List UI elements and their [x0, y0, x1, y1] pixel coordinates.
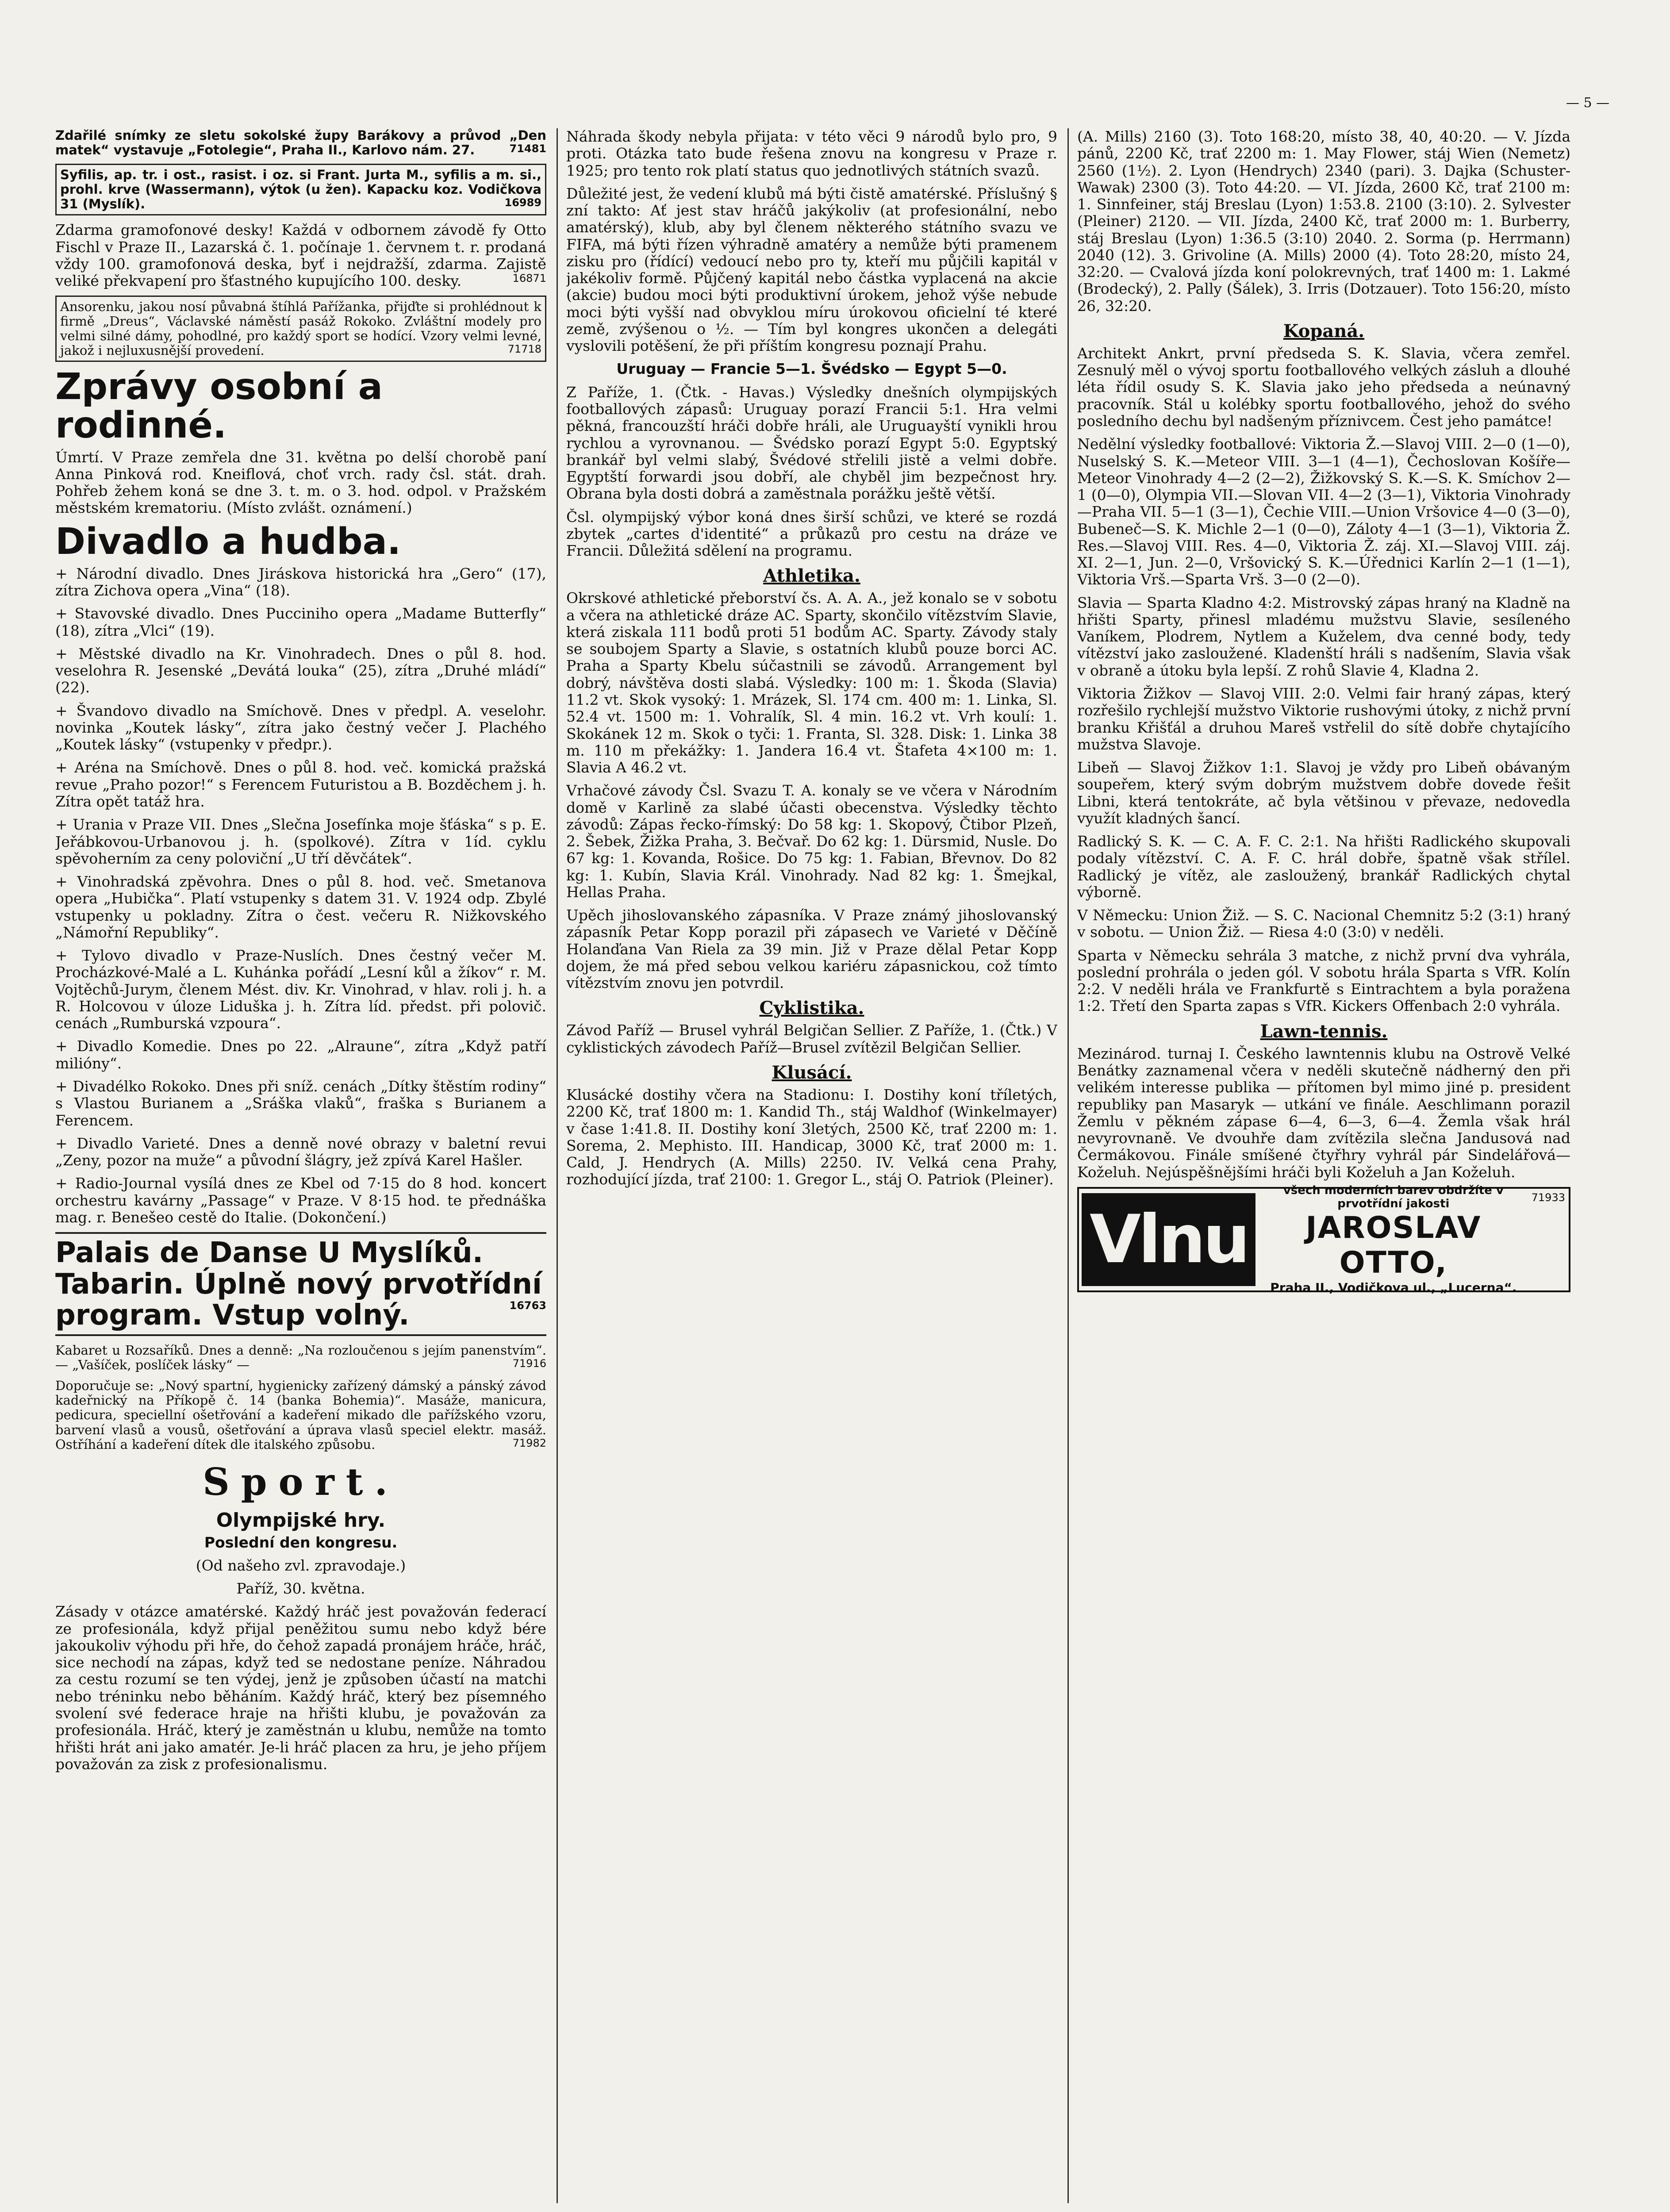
column-rule [1067, 128, 1069, 2203]
article-paragraph: Mezinárod. turnaj I. Českého lawntennis klubu na Ostrově Velké Benátky zaznamenal včera v neděli skutečně nádherný den při velikém interesse publika — přítomen byl mimo jiné p. president republiky pan Masaryk — utkání ve finále. Aeschlimann porazil Žemlu v pěkném zápase 6—4, 6—3, 6—4. Žemla však hrál nevyrovnaně. Ve dvouhře dam zvítězila slečna Jandusová nad Čermákovou. Finále smíšené čtyřhry vyhrál pár Sindelářová—Koželuh. Nejúspěšnějšími hráči byli Koželuh a Jan Koželuh. [1077, 1045, 1570, 1181]
ad-cabaret: Kabaret u Rozsaříků. Dnes a denně: „Na rozloučenou s jejím panenstvím“. — „Vašíček, poslíček lásky“ — 71916 [55, 1343, 546, 1373]
olympics-subtitle: Poslední den kongresu. [204, 1533, 398, 1551]
article-paragraph: V Německu: Union Žiž. — S. C. Nacional Chemnitz 5:2 (3:1) hraný v sobotu. — Union Žiž. — Riesa 4:0 (3:0) v neděli. [1077, 906, 1570, 941]
heading-cycling: Cyklistika. [759, 998, 864, 1019]
theatre-item: + Švandovo divadlo na Smíchově. Dnes v předpl. A. veselohr. novinka „Koutek lásky“, zítra jako čestný večer J. Plachého „Koutek lásky“ (vstupenky v předpr.). [55, 702, 546, 753]
theatre-item: + Radio-Journal vysílá dnes ze Kbel od 7·15 do 8 hod. koncert orchestru kavárny „Passage“ v Praze. V 8·15 hod. te přednáška mag. r. Benešeo cestě do Italie. (Dokončení.) [55, 1175, 546, 1226]
ad-wool [1077, 1184, 1570, 1295]
heading-athletics: Athletika. [763, 565, 860, 587]
article-paragraph: Z Paříže, 1. (Čtk. - Havas.) Výsledky dnešních olympijských footballových zápasů: Uruguay porazí Francii 5:1. Hra velmi pěkná, francouzští hráči dobře hráli, ale Uruguayští vynikli hrou rychlou a vyrovnanou. — Švédsko porazí Egypt 5:0. Egyptský brankář byl velmi slabý, Švédové střelili jistě a velmi dobře. Egyptští forwardi jsou dobří, ale chyběl jim bezpečnost hry. Obrana byla dosti dobrá a zaměstnala porážku ještě větší. [566, 383, 1057, 503]
column-3 [1077, 128, 1570, 2203]
heading-lawn-tennis: Lawn-tennis. [1260, 1021, 1388, 1042]
olympics-correspondent: (Od našeho zvl. zpravodaje.) [196, 1556, 406, 1574]
wool-ad-tagline: všech moderních barev obdržíte v prvotřídní jakosti [1283, 1184, 1504, 1211]
wool-ad-text [1255, 1184, 1532, 1295]
article-paragraph: Závod Paříž — Brusel vyhrál Belgičan Sellier. Z Paříže, 1. (Čtk.) V cyklistických závodech Paříž—Brusel zvítězil Belgičan Sellier. [566, 1022, 1057, 1056]
heading-trotting: Klusácí. [772, 1062, 852, 1083]
theatre-item: + Divadlo Varieté. Dnes a denně nové obrazy v baletní revui „Zeny, pozor na muže“ a původní šlágry, jež zpívá Karel Hašler. [55, 1134, 546, 1169]
article-paragraph: Upěch jihoslovanského zápasníka. V Praze známý jihoslovanský zápasník Petar Kopp porazil při zápasech ve Varieté v Děčíně Holanďana Van Riela za 39 min. Již v Praze dělal Petar Kopp dojem, že má před sebou velkou kariéru zápasnickou, což tímto vítězstvím znovu jen potvrdil. [566, 906, 1057, 992]
olympics-article: Zásady v otázce amatérské. Každý hráč jest považován federací ze profesionála, když přijal peněžitou sumu nebo když bére jakoukoliv výhodu při hře, do čehož zapadá pronájem hráče, hráč, sice nechodí na zápas, když ted se nedostane peníze. Náhradou za cestu rozumí se ten výdej, jenž je způsoben účastí na matchi nebo tréninku nebo běháním. Každý hráč, který bez písemného svolení své federace hraje na hřišti klubu, je považován za profesionála. Hráč, který je zaměstnán u klubu, nemůže na tomto hřišti hrát ani jako amatér. Je-li hráč placen za hru, je jeho příjem považován za zisk z profesionalismu. [55, 1603, 546, 1773]
theatre-item: + Městské divadlo na Kr. Vinohradech. Dnes o půl 8. hod. veselohra R. Jesenské „Devátá louka“ (25), zítra „Druhé mládí“ (22). [55, 645, 546, 696]
article-paragraph: Čsl. olympijský výbor koná dnes širší schůzi, ve které se rozdá zbytek „cartes d'identité“ a průkazů pro cestu na dráze ve Francii. Důležitá sdělení na programu. [566, 508, 1057, 560]
wool-ad-company: JAROSLAV OTTO, [1305, 1210, 1482, 1281]
ad-fashion: Ansorenku, jakou nosí půvabná štíhlá Pařížanka, přijďte si prohlédnout k firmě „Dreus“, Václavské náměstí pasáž Rokoko. Zvláštní modely pro velmi silné dámy, pohodlné, pro každý sport se hodící. Vzory velmi levné, jakož i nejluxusnější provedení. 71718 [55, 296, 546, 362]
article-paragraph: Architekt Ankrt, první předseda S. K. Slavia, včera zemřel. Zesnulý měl o vývoj sportu footballového velkých zásluh a dlouhé léta řídil osudy S. K. Slavia jako jeho předseda a neúnavný pracovník. Stál u kolébky sportu footballového, jehož do svého posledního dechu byl nadšeným příznivcem. Čest jeho památce! [1077, 344, 1570, 430]
theatre-item: + Tylovo divadlo v Praze-Nuslích. Dnes čestný večer M. Procházkové-Malé a L. Kuhánka pořádí „Lesní kůl a žíkov“ r. M. Vojtěchů-Jurym, členem Mést. div. Kr. Vinohrad, v hlav. roli j. h. a R. Holcovou v úloze Liduška j. h. Zítra líd. předst. při polovič. cenách „Rumburská vzpoura“. [55, 947, 546, 1032]
article-paragraph: Slavia — Sparta Kladno 4:2. Mistrovský zápas hraný na Kladně na hřišti Sparty, přinesl mladému mužstvu Slavie, sesíleného Vaníkem, Plodrem, Nytlem a Kuželem, dva cenné body, tedy vítězství jako zasloužené. Kladenští hráli s nadšením, Slavia však v obraně a útoku byla lepší. Z rohů Slavie 4, Kladna 2. [1077, 594, 1570, 679]
article-paragraph: Libeň — Slavoj Žižkov 1:1. Slavoj je vždy pro Libeň obávaným soupeřem, který svým dobrým mužstvem dobře dovede řešit Libni, která tentokráte, ač byla většinou v převaze, nedovedla využít kladných šancí. [1077, 759, 1570, 827]
column-rule [557, 128, 558, 2203]
theatre-item: + Národní divadlo. Dnes Jiráskova historická hra „Gero“ (17), zítra Zichova opera „Vina“ (18). [55, 565, 546, 599]
article-paragraph: Radlický S. K. — C. A. F. C. 2:1. Na hřišti Radlického skupovali podaly vítězství. C. A. F. C. hrál dobře, špatně však střílel. Radlický je vítěz, ale zasloužený, brankář Radlických chytal výborně. [1077, 833, 1570, 901]
olympics-dateline: Paříž, 30. května. [236, 1580, 365, 1598]
article-paragraph: (A. Mills) 2160 (3). Toto 168:20, místo 38, 40, 40:20. — V. Jízda pánů, 2200 Kč, trať 2200 m: 1. May Flower, stáj Wien (Nemetz) 2560 (1½). 2. Lyon (Hendrych) 2340 (pari). 3. Dajka (Schuster-Wawak) 2300 (3). Toto 44:20. — VI. Jízda, 2600 Kč, trať 2100 m: 1. Sinnfeiner, stáj Breslau (Lyon) 1:53.8. 2100 (3:10). 2. Sylvester (Pleiner) 2120. — VII. Jízda, 2400 Kč, trať 2000 m: 1. Burberry, stáj Breslau (Lyon) 1:36.5 (3:10) 2040. 2. Sorma (p. Herrmann) 2040 (12). 3. Grivoline (A. Mills) 2000 (4). Toto 28:20, místo 24, 32:20. — Cvalová jízda koní polokrevných, trať 1400 m: 1. Lakmé (Brodecký), 2. Pally (Šálek), 3. Irris (Dotzauer). Toto 156:20, místo 26, 32:20. [1077, 128, 1570, 315]
article-paragraph: Okrskové athletické přeborství čs. A. A. A., jež konalo se v sobotu a včera na athletické dráze AC. Sparty, skončilo vítězstvím Slavie, která ziskala 111 bodů proti 51 bodům AC. Sparty. Závody staly se soubojem Sparty a Slavie, s ostatních klubů pouze borci AC. Praha a Sparty Kbelu súčastnili se závodů. Arrangement byl dobrý, návštěva dosti slabá. Výsledky: 100 m: 1. Škoda (Slavia) 11.2 vt. Skok vysoký: 1. Mrázek, Sl. 174 cm. 400 m: 1. Linka, Sl. 52.4 vt. 1500 m: 1. Vohralík, Sl. 4 min. 16.2 vt. Vrh koulí: 1. Skokánek 12 m. Skok o tyči: 1. Franta, Sl. 328. Disk: 1. Linka 38 m. 110 m překážky: 1. Jandera 16.4 vt. Štafeta 4×100 m: 1. Slavia A 46.2 vt. [566, 589, 1057, 776]
article-paragraph: Náhrada škody nebyla přijata: v této věci 9 národů bylo pro, 9 proti. Otázka tato bude řešena znovu na kongresu v Praze r. 1925; pro tento rok platí status quo jednotlivých státních svazů. [566, 128, 1057, 179]
ad-palais-de-danse: Palais de Danse U Myslíků. Tabarin. Úplně nový prvotřídní program. Vstup volný. 16763 [55, 1232, 546, 1336]
theatre-item: + Aréna na Smíchově. Dnes o půl 8. hod. več. komická pražská revue „Praho pozor!“ s Ferencem Futuristou a B. Bozděchem j. h. Zítra opět tatáž hra. [55, 759, 546, 810]
heading-sport: Sport. [203, 1459, 399, 1504]
wool-ad-code: 71933 [1531, 1191, 1565, 1204]
theatre-item: + Stavovské divadlo. Dnes Pucciniho opera „Madame Butterfly“ (18), zítra „Vlci“ (19). [55, 605, 546, 639]
ad-clinic: Syfilis, ap. tr. i ost., rasist. i oz. si Frant. Jurta M., syfilis a m. si., prohl. krve (Wassermann), výtok (u žen). Kapacku koz. Vodičkova 31 (Myslík). 16989 [55, 164, 546, 215]
article-paragraph: Vrhačové závody Čsl. Svazu T. A. konaly se ve včera v Národním domě v Karlině za slabé účasti obecenstva. Výsledky těchto závodů: Zápas řecko-římský: Do 58 kg: 1. Skopový, Čtibor Plzeň, 2. Šebek, Žižka Praha, 3. Bečvař. Do 62 kg: 1. Dürsmid, Nusle. Do 67 kg: 1. Kovanda, Rošice. Do 75 kg: 1. Fabian, Břevnov. Do 82 kg: 1. Kubín, Slavia Král. Vinohrady. Nad 82 kg: 1. Šmejkal, Hellas Praha. [566, 782, 1057, 901]
article-paragraph: Klusácké dostihy včera na Stadionu: I. Dostihy koní tříletých, 2200 Kč, trať 1800 m: 1. Kandid Th., stáj Waldhof (Winkelmayer) v čase 1:41.8. II. Dostihy koní 3letých, 2500 Kč, trať 2200 m: 1. Sorema, 2. Mephisto. III. Handicap, 3000 Kč, trať 2000 m: 1. Cald, J. Hendrych (A. Mills) 2250. IV. Velká cena Prahy, rozhodující jízda, trať 2100: 1. Gregor L., stáj O. Patriok (Pleiner). [566, 1086, 1057, 1188]
article-paragraph: Viktoria Žižkov — Slavoj VIII. 2:0. Velmi fair hraný zápas, který rozřešilo rychlejší mužstvo Viktorie rushovými útoky, z nichž první branku Křišťál a druhou Mareš vstřelil do sítě dobře chytajícího mužstva Slavoje. [1077, 684, 1570, 753]
theatre-item: + Urania v Praze VII. Dnes „Slečna Josefínka moje šťáska“ s p. E. Jeřábkovou-Urbanovou j. h. (spolkové). Zítra v 1íd. cyklu spěvoherním za ceny poloviční „U tří děvčátek“. [55, 816, 546, 867]
theatre-item: + Divadlo Komedie. Dnes po 22. „Alraune“, zítra „Když patří milióny“. [55, 1037, 546, 1072]
obituary: Úmrtí. V Praze zemřela dne 31. května po delší chorobě paní Anna Pinková rod. Kneiflová, choť vrch. rady čsl. stát. drah. Pohřeb žehem koná se dne 3. t. m. o 3. hod. odpol. v Pražském městském krematoriu. (Místo zvlášt. oznámení.) [55, 448, 546, 517]
theatre-item: + Vinohradská zpěvohra. Dnes o půl 8. hod. več. Smetanova opera „Hubička“. Platí vstupenky s datem 31. V. 1924 odp. Zbylé vstupenky u pokladny. Zítra o čest. večeru R. Nižkovského „Námořní Republiky“. [55, 873, 546, 941]
heading-personal-news: Zprávy osobní a rodinné. [55, 366, 383, 446]
ad-photo: Zdařilé snímky ze sletu sokolské župy Barákovy a průvod „Den matek“ vystavuje „Fotolegie“, Praha II., Karlovo nám. 27. 71481 [55, 128, 546, 158]
page-mark: — 5 — [1566, 95, 1610, 111]
theatre-item: + Divadélko Rokoko. Dnes při sníž. cenách „Dítky štěstím rodiny“ s Vlastou Burianem a „Sráška vlaků“, fraška s Burianem a Ferencem. [55, 1078, 546, 1129]
ad-hairdresser: Doporučuje se: „Nový spartní, hygienicky zařízený dámský a pánský závod kadeřnický na Příkopě č. 14 (banka Bohemia)“. Masáže, manicura, pedicura, speciellní ošetřování a kadeření mikado dle pařížského vzoru, barvení vlasů a vousů, ošetřování a úprava vlasů speciel elektr. masáž. Ostříhání a kadeření dítek dle italského způsobu. 71982 [55, 1378, 546, 1452]
article-paragraph: Sparta v Německu sehrála 3 matche, z nichž první dva vyhrála, poslední prohrála o jeden gól. V sobotu hrála Sparta s VfR. Kolín 2:2. V neděli hrála ve Frankfurtě s Eintrachtem a byla poražena 1:2. Třetí den Sparta zapas s VfR. Kickers Offenbach 2:0 vyhrála. [1077, 946, 1570, 1015]
ad-gramophone: Zdarma gramofonové desky! Každá v odbornem závodě fy Otto Fischl v Praze II., Lazarská č. 1. počínaje 1. červnem t. r. prodaná vždy 100. gramofonová deska, byť i nejdražší, zdarma. Zajistě veliké překvapení pro šťastného kupujícího 100. desky. 16871 [55, 221, 546, 290]
article-paragraph: Důležité jest, že vedení klubů má býti čistě amatérské. Příslušný § zní takto: Ať jest stav hráčů jakýkoliv (at profesionální, nebo amatérský), klub, aby byl členem některého státního svazu ve FIFA, má býti řízen výhradně amatéry a nemůže býti pramenem zisku pro (řídící) vedoucí nebo pro ty, kteří mu půjčili kapitál v jakékoliv formě. Půjčený kapitál nebo částka vyplacená na akcie (akcie) budou moci býti produktivní úrokem, jehož výše nebude moci býti vyšší nad obvyklou míru úrokovou oficielní té které země, zvýšenou o ½. — Tím byl kongres ukončen a delegáti vyslovili potěšení, že při příštím kongresu poznají Prahu. [566, 184, 1057, 355]
wool-logo: Vlnu [1082, 1193, 1255, 1286]
column-2 [566, 128, 1057, 2203]
article-paragraph: Nedělní výsledky footballové: Viktoria Ž.—Slavoj VIII. 2—0 (1—0), Nuselský S. K.—Meteor VIII. 3—1 (4—1), Čechoslovan Košíře—Meteor Vinohrady 4—2 (2—2), Žižkovský S. K.—S. K. Smíchov 2—1 (0—0), Olympia VII.—Slovan VII. 4—2 (3—1), Viktoria Vinohrady—Praha VII. 5—1 (3—1), Čechie VIII.—Union Vršovice 4—0 (3—0), Bubeneč—S. K. Michle 2—1 (0—0), Záloty 4—1 (3—1), Viktoria Ž. Res.—Slavoj VIII. Res. 4—0, Viktoria Ž. záj. XI.—Slavoj VIII. záj. XI. 2—1, Jun. 2—0, Vršovický S. K.—Úřednici Karlín 2—1 (1—1), Viktoria Vrš.—Sparta Vrš. 3—0 (2—0). [1077, 435, 1570, 588]
heading-olympics: Olympijské hry. [216, 1509, 386, 1532]
wool-ad-address: Praha II., Vodičkova ul., „Lucerna“. [1270, 1280, 1517, 1295]
heading-football: Kopaná. [1283, 320, 1365, 342]
column-1 [55, 128, 546, 2203]
heading-results: Uruguay — Francie 5—1. Švédsko — Egypt 5—0. [616, 360, 1007, 378]
heading-theatre: Divadlo a hudba. [55, 520, 401, 563]
